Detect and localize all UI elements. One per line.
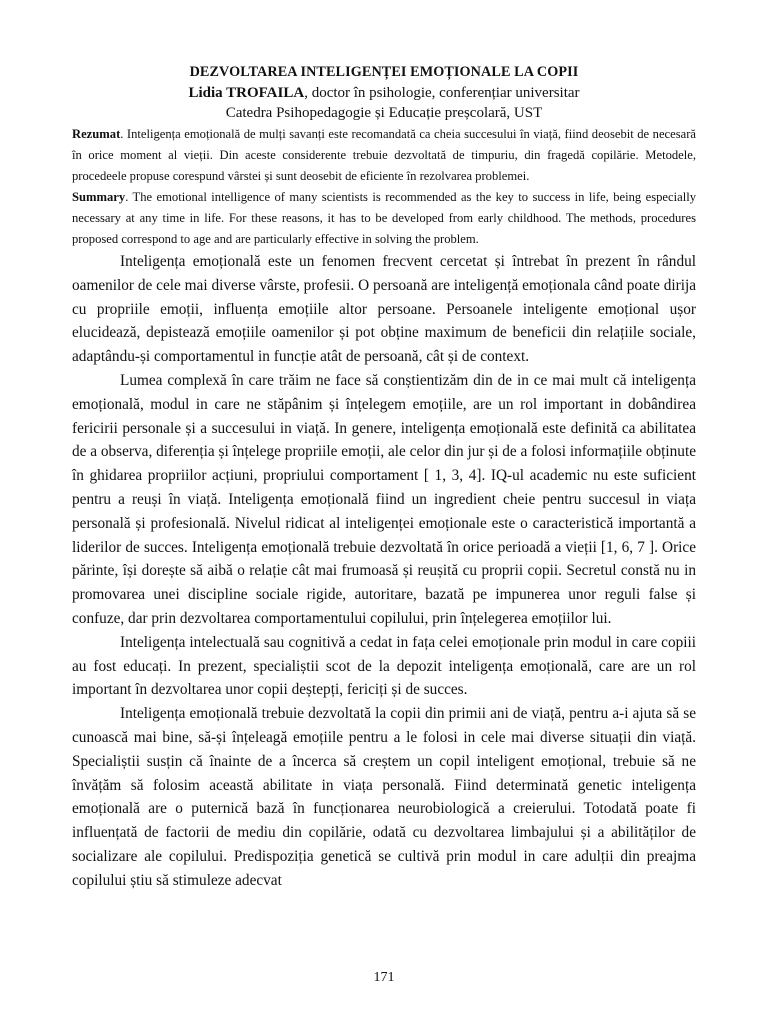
body-paragraph: Lumea complexă în care trăim ne face să conștientizăm din de in ce mai mult că inteligența emoțională, modul in care ne stăpânim și înțelegem emoțiile, are un rol important in dobândirea fericirii personale și a succesului in viață. In genere, inteligența emoțională este definită ca abilitatea de a observa, diferenția și înțelege propriile emoții, ale celor din jur și de a folosi informațiile obținute în ghidarea propriilor acțiuni, propriului comportament [ 1, 3, 4]. IQ-ul academic nu este suficient pentru a reuși în viață. Inteligența emoțională fiind un ingredient cheie pentru succesul in viața personală și profesională. Nivelul ridicat al inteligenței emoționale este o caracteristică importantă a liderilor de succes. Inteligența emoțională trebuie dezvoltată în orice perioadă a vieții [1, 6, 7 ]. Orice părinte, își dorește să aibă o relație cât mai frumoasă și reușită cu proprii copii. Secretul constă nu in promovarea unei discipline sociale rigide, autoritare, bazată pe impunerea unor reguli false și confuze, dar prin dezvoltarea comportamentului copilului, prin înțelegerea emoțiilor lui. [72,371,696,627]
body-paragraph: Inteligența emoțională trebuie dezvoltată la copii din primii ani de viață, pentru a-i ajuta să se cunoască mai bine, să-și înțeleagă emoțiile pentru a le folosi in cele mai diverse situații din viață. Specialiștii susțin că înainte de a încerca să creștem un copil inteligent emoțional, trebuie să ne învățăm să folosim această abilitate in viața personală. Fiind determinată genetic inteligența emoțională are o puternică bază în funcționarea neurobiologică a creierului. Totodată poate fi influențată de factorii de mediu din copilărie, odată cu dezvoltarea limbajului și a abilităților de socializare ale copilului. Predispoziția genetică se cultivă prin modul in care adulții din preajma copilului știu să stimuleze adecvat [72,705,696,889]
body-paragraph: Inteligența emoțională este un fenomen frecvent cercetat și întrebat în prezent în rândul oamenilor de cele mai diverse vârste, profesii. O persoană are inteligență emoționala când poate dirija cu propriile emoții, influența emoțiile altor persoane. Persoanele inteligente emoțional ușor elucidează, depistează emoțiile oamenilor și pot obține maximum de beneficii din relațiile sociale, adaptându-și comportamentul in funcție atât de persoană, cât și de context. [72,253,696,366]
author-line [72,85,696,102]
rezumat-text: . Inteligența emoțională de mulți savanți este recomandată ca cheia succesului în viață, fiind deosebit de necesară în orice moment al vieții. Din aceste considerente trebuie dezvoltată de timpuriu, din fragedă copilărie. Metodele, procedeele propuse corespund vârstei și sunt deosebit de eficiente în rezolvarea problemei. [72,127,696,183]
document-page [72,64,696,893]
body-paragraph: Inteligența intelectuală sau cognitivă a cedat in fața celei emoționale prin modul in care copiii au fost educați. In prezent, specialiștii scot de la depozit inteligența emoțională, care are un rol important în dezvoltarea unor copii deștepți, fericiți și de succes. [72,633,696,699]
summary-text: . The emotional intelligence of many scientists is recommended as the key to success in life, being especially necessary at any time in life. For these reasons, it has to be developed from early childhood. The methods, procedures proposed correspond to age and are particularly effective in solving the problem. [72,190,696,246]
department: Catedra Psihopedagogie și Educație preșcolară, UST [225,105,543,121]
author-credentials: , doctor în psihologie, conferențiar universitar [304,85,580,101]
page-number: 171 [373,970,395,985]
rezumat-label: Rezumat [72,127,121,141]
abstract-english [72,187,696,250]
article-title: DEZVOLTAREA INTELIGENȚEI EMOȚIONALE LA COPII [189,64,579,80]
summary-label: Summary [72,190,126,204]
author-name: Lidia TROFAILA [188,85,305,101]
abstract-romanian [72,124,696,187]
